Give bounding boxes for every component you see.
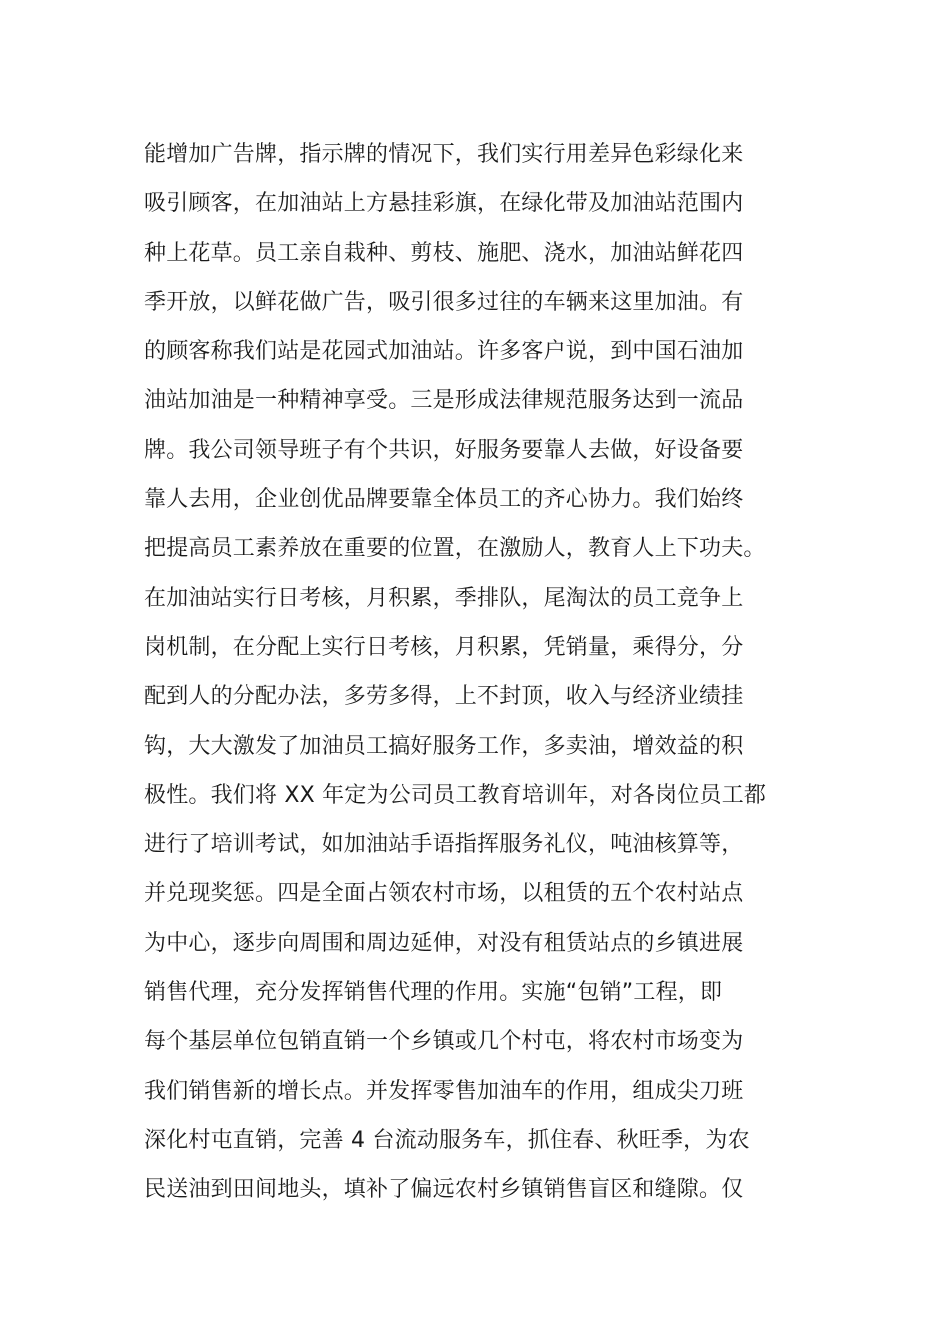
text-line: 在加油站实行日考核，月积累，季排队，尾淘汰的员工竞争上 <box>144 585 744 611</box>
text-line: 岗机制，在分配上实行日考核，月积累，凭销量，乘得分，分 <box>144 634 744 660</box>
text-line: 种上花草。员工亲自栽种、剪枝、施肥、浇水，加油站鲜花四 <box>144 240 744 266</box>
body-text <box>144 130 824 1215</box>
text-line: 销售代理，充分发挥销售代理的作用。实施“包销”工程，即 <box>144 980 723 1006</box>
text-line: 每个基层单位包销直销一个乡镇或几个村屯，将农村市场变为 <box>144 1029 744 1055</box>
text-line: 并兑现奖惩。四是全面占领农村市场，以租赁的五个农村站点 <box>144 881 744 907</box>
text-line: 我们销售新的增长点。并发挥零售加油车的作用，组成尖刀班 <box>144 1078 744 1104</box>
text-line: 季开放，以鲜花做广告，吸引很多过往的车辆来这里加油。有 <box>144 289 744 315</box>
text-line: 进行了培训考试，如加油站手语指挥服务礼仪，吨油核算等， <box>144 832 744 858</box>
text-line: 的顾客称我们站是花园式加油站。许多客户说，到中国石油加 <box>144 339 744 365</box>
text-line: 能增加广告牌，指示牌的情况下，我们实行用差异色彩绿化来 <box>144 142 744 167</box>
text-line: 为中心，逐步向周围和周边延伸，对没有租赁站点的乡镇进展 <box>144 930 744 956</box>
text-line: 民送油到田间地头，填补了偏远农村乡镇销售盲区和缝隙。仅 <box>144 1177 744 1203</box>
text-line: 靠人去用，企业创优品牌要靠全体员工的齐心协力。我们始终 <box>144 487 744 513</box>
text-line: 油站加油是一种精神享受。三是形成法律规范服务达到一流品 <box>144 388 744 414</box>
text-line: 极性。我们将 XX 年定为公司员工教育培训年，对各岗位员工都 <box>144 782 767 808</box>
text-line: 吸引顾客，在加油站上方悬挂彩旗，在绿化带及加油站范围内 <box>144 191 744 217</box>
text-line: 深化村屯直销，完善 4 台流动服务车，抓住春、秋旺季，为农 <box>144 1127 750 1153</box>
text-line: 钩，大大激发了加油员工搞好服务工作，多卖油，增效益的积 <box>144 733 744 759</box>
text-line: 牌。我公司领导班子有个共识，好服务要靠人去做，好设备要 <box>144 437 744 463</box>
text-line: 配到人的分配办法，多劳多得，上不封顶，收入与经济业绩挂 <box>144 684 744 710</box>
text-line: 把提高员工素养放在重要的位置，在激励人，教育人上下功夫。 <box>144 536 766 562</box>
